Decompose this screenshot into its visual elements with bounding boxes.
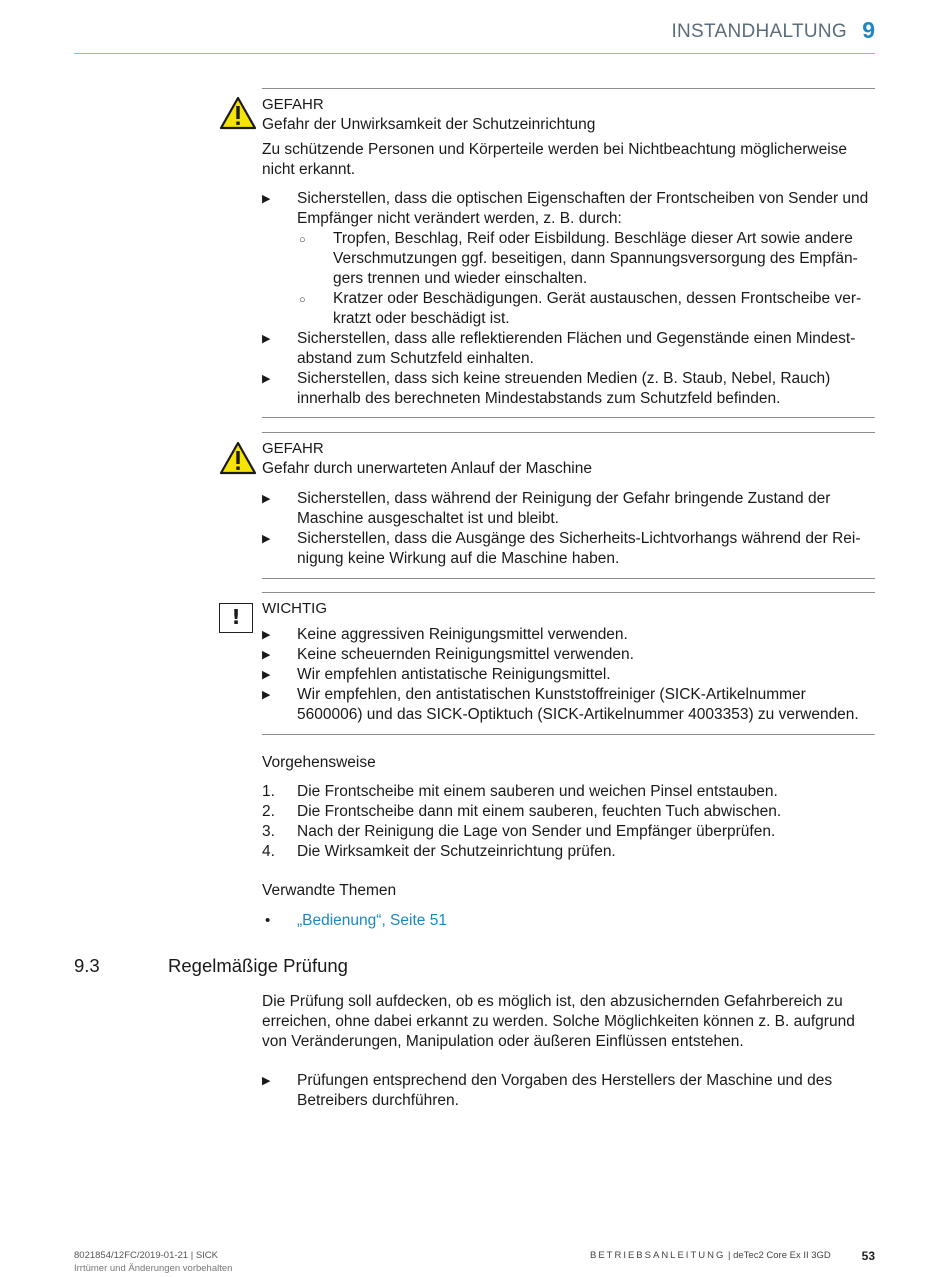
- step-number: 2.: [262, 803, 275, 820]
- bullet-circle-icon: ○: [299, 234, 306, 246]
- bullet-arrow-icon: ▶: [262, 689, 271, 701]
- bullet-arrow-icon: ▶: [262, 373, 271, 385]
- footer-disclaimer: Irrtümer und Änderungen vorbehalten: [74, 1263, 233, 1274]
- warning-triangle-icon: [219, 441, 257, 475]
- bullet-arrow-icon: ▶: [262, 193, 271, 205]
- step-number: 3.: [262, 823, 275, 840]
- list-item-text: Keine scheuernden Reinigungsmittel verwenden.: [297, 646, 634, 663]
- list-item-text: Wir empfehlen, den antistatischen Kunststoffreiniger (SICK-Artikelnummer 5600006) und das SICK-Optiktuch (SICK-Artikelnummer 4003353) zu verwenden.: [297, 686, 859, 723]
- list-item-text: Sicherstellen, dass während der Reinigung der Gefahr bringende Zustand der Maschine ausgeschaltet ist und bleibt.: [297, 490, 831, 527]
- section-body: Die Prüfung soll aufdecken, ob es möglich ist, den abzusichernden Gefahrbereich zu erreichen, ohne dabei erkannt zu werden. Solche Möglichkeiten können z. B. aufgrund von Veränderungen, Manipulation oder äußeren Einflüssen entstehen.: [262, 993, 855, 1050]
- list-item-text: Keine aggressiven Reinigungsmittel verwenden.: [297, 626, 628, 643]
- danger-subtitle: Gefahr durch unerwarteten Anlauf der Maschine: [262, 460, 592, 477]
- footer-doc-type: BETRIEBSANLEITUNG: [590, 1250, 726, 1261]
- list-item-text: Sicherstellen, dass alle reflektierenden Flächen und Gegenstände einen Mindestabstand zum Schutzfeld einhalten.: [297, 330, 856, 367]
- step-text: Die Wirksamkeit der Schutzeinrichtung prüfen.: [297, 843, 616, 860]
- list-item-text: Wir empfehlen antistatische Reinigungsmittel.: [297, 666, 611, 683]
- danger-label: GEFAHR: [262, 440, 324, 457]
- bullet-arrow-icon: ▶: [262, 333, 271, 345]
- list-item-text: Sicherstellen, dass sich keine streuenden Medien (z. B. Staub, Nebel, Rauch) innerhalb des berechneten Mindestabstands zum Schutzfeld befinden.: [297, 370, 831, 407]
- danger-intro: Zu schützende Personen und Körperteile werden bei Nichtbeachtung möglicherweise nicht erkannt.: [262, 141, 848, 178]
- section-title: Regelmäßige Prüfung: [168, 955, 348, 976]
- page-number: 53: [861, 1249, 875, 1263]
- step-number: 1.: [262, 783, 275, 800]
- page-header: [74, 16, 875, 54]
- bullet-arrow-icon: ▶: [262, 1075, 271, 1087]
- bullet-arrow-icon: ▶: [262, 649, 271, 661]
- footer-product: | deTec2 Core Ex II 3GD: [728, 1250, 831, 1261]
- step-text: Nach der Reinigung die Lage von Sender und Empfänger überprüfen.: [297, 823, 776, 840]
- sub-list-item-text: Kratzer oder Beschädigungen. Gerät austauschen, dessen Frontscheibe verkratzt oder beschädigt ist.: [333, 290, 862, 327]
- danger-subtitle: Gefahr der Unwirksamkeit der Schutzeinrichtung: [262, 116, 596, 133]
- step-text: Die Frontscheibe dann mit einem sauberen, feuchten Tuch abwischen.: [297, 803, 782, 820]
- related-heading: Verwandte Themen: [262, 882, 397, 899]
- footer-doc-info: [590, 1250, 831, 1261]
- bullet-arrow-icon: ▶: [262, 669, 271, 681]
- sub-list-item-text: Tropfen, Beschlag, Reif oder Eisbildung. Beschläge dieser Art sowie andere Verschmutzungen ggf. beseitigen, dann Spannungsversorgung des Empfängers trennen und wieder einschalten.: [333, 230, 858, 287]
- list-item-text: Prüfungen entsprechend den Vorgaben des Herstellers der Maschine und des Betreibers durchführen.: [297, 1072, 833, 1109]
- danger-label: GEFAHR: [262, 96, 324, 113]
- procedure-heading: Vorgehensweise: [262, 754, 376, 771]
- chapter-number: 9: [862, 17, 875, 43]
- list-item-text: Sicherstellen, dass die optischen Eigenschaften der Frontscheiben von Sender und Empfänger nicht verändert werden, z. B. durch:: [297, 190, 869, 227]
- bullet-arrow-icon: ▶: [262, 493, 271, 505]
- related-link[interactable]: „Bedienung“, Seite 51: [297, 912, 447, 929]
- important-label: WICHTIG: [262, 600, 327, 617]
- bullet-arrow-icon: ▶: [262, 629, 271, 641]
- exclamation-icon: !: [219, 603, 253, 633]
- section-number: 9.3: [74, 955, 100, 976]
- chapter-title: INSTANDHALTUNG: [671, 21, 847, 42]
- footer-doc-ref: 8021854/12FC/2019-01-21 | SICK: [74, 1250, 219, 1261]
- warning-triangle-icon: [219, 96, 257, 130]
- step-text: Die Frontscheibe mit einem sauberen und weichen Pinsel entstauben.: [297, 783, 778, 800]
- bullet-circle-icon: ○: [299, 294, 306, 306]
- step-number: 4.: [262, 843, 275, 860]
- bullet-dot-icon: •: [265, 912, 271, 929]
- bullet-arrow-icon: ▶: [262, 533, 271, 545]
- list-item-text: Sicherstellen, dass die Ausgänge des Sicherheits-Lichtvorhangs während der Reinigung keine Wirkung auf die Maschine haben.: [297, 530, 861, 567]
